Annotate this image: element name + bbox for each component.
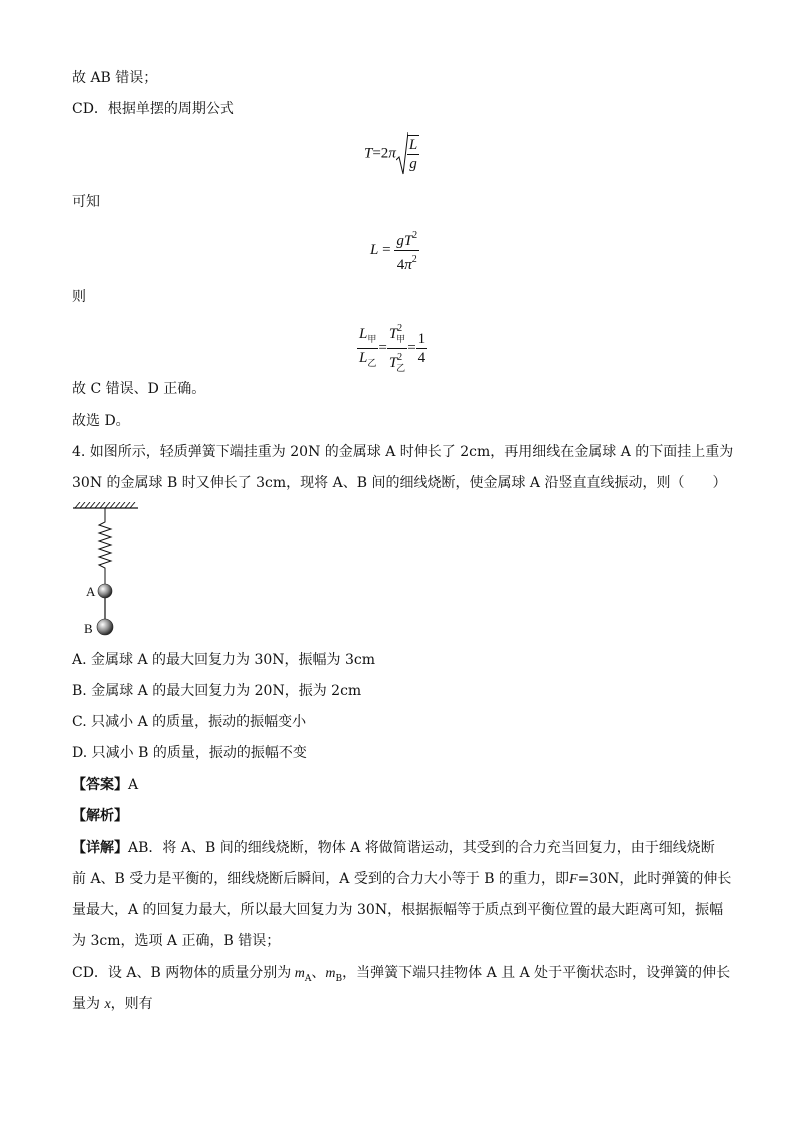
detail-line: 前 A、B 受力是平衡的，细线烧断后瞬间，A 受到的合力大小等于 B 的重力，即F=30N，此时弹簧的伸长 (72, 871, 732, 887)
option-c: C. 只减小 A 的质量，振动的振幅变小 (72, 714, 307, 730)
text-line: 故 AB 错误； (72, 70, 158, 86)
answer-value: A (128, 777, 139, 793)
ceiling (73, 502, 138, 508)
answer-tag: 【答案】 (72, 777, 128, 793)
question-text: 30N 的金属球 B 时又伸长了 3cm，现将 A、B 间的细线烧断，使金属球 A 沿竖直直线振动，则（ ） (72, 475, 727, 491)
label-a: A (86, 584, 96, 599)
detail-line: CD．设 A、B 两物体的质量分别为 $m_A$、$m_B$，当弹簧下端只挂物体 A 且 A 处于平衡状态时，设弹簧的伸长 (72, 965, 731, 984)
text-line: 故 C 错误、D 正确。 (72, 381, 206, 397)
label-b: B (84, 621, 93, 636)
option-d: D. 只减小 B 的质量，振动的振幅不变 (72, 745, 307, 761)
text-line: 可知 (72, 194, 100, 210)
text-line: 故选 D。 (72, 413, 130, 429)
option-b: B. 金属球 A 的最大回复力为 20N，振为 2cm (72, 683, 362, 699)
text-line: CD．根据单摆的周期公式 (72, 101, 234, 117)
detail-line: 为 3cm，选项 A 正确，B 错误； (72, 933, 281, 949)
detail-line: 量为 x，则有 (72, 996, 153, 1012)
text-line: 则 (72, 289, 86, 305)
detail-line: 量最大，A 的回复力最大，所以最大回复力为 30N，根据振幅等于质点到平衡位置的最大距离可知，振幅 (72, 902, 724, 918)
answer-line (72, 775, 138, 795)
length-formula: L = $\frac{gT^2}{4\pi^2}$ (370, 227, 419, 274)
detail-tag: 【详解】 (72, 840, 128, 856)
detail-line: 【详解】AB．将 A、B 间的细线烧断，物体 A 将做简谐运动，其受到的合力充当回复力，由于细线烧断 (72, 840, 715, 856)
option-a: A. 金属球 A 的最大回复力为 30N，振幅为 3cm (72, 652, 376, 668)
ratio-formula: $\frac{L_甲}{L_乙}$ = $\frac{T^2_甲}{T^2_乙}$ = $\frac{1}{4}$ (357, 320, 427, 377)
question-text: 4. 如图所示，轻质弹簧下端挂重为 20N 的金属球 A 时伸长了 2cm，再用细线在金属球 A 的下面挂上重为 (72, 444, 734, 460)
ball-b (97, 619, 113, 635)
ball-a (98, 584, 112, 598)
period-formula: T=2π $\frac{L}{g}$ (364, 130, 419, 178)
analysis-tag: 【解析】 (72, 808, 128, 824)
spring-figure (70, 502, 150, 642)
spring (99, 508, 111, 584)
